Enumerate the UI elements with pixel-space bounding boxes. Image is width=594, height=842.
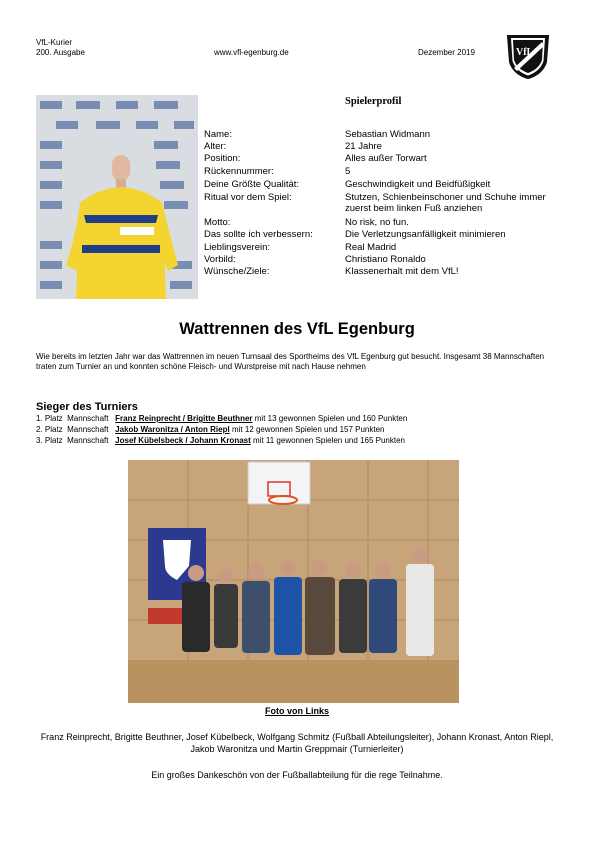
profile-label-position: Position: <box>204 153 241 164</box>
article-intro: Wie bereits im letzten Jahr war das Wattrennen im neuen Turnsaal des Sportheims des VfL Egenburg gut besucht. Insgesamt 38 Mannschaften traten zum Turnier an und konnten schöne Fleisch- und Wurstpreise mit nach Hause nehmen <box>36 352 545 371</box>
newspaper-name: VfL-Kurier <box>36 38 73 47</box>
issue-date: Dezember 2019 <box>418 48 475 57</box>
winners-heading: Sieger des Turniers <box>36 401 138 413</box>
profile-label-improve: Das sollte ich verbessern: <box>204 229 313 240</box>
winner-label: Mannschaft <box>67 425 109 434</box>
profile-label-motto: Motto: <box>204 217 231 228</box>
winner-place: 3. Platz <box>36 436 63 445</box>
profile-value-motto: No risk, no fun. <box>345 217 409 228</box>
profile-label-name: Name: <box>204 129 232 140</box>
winner-place: 2. Platz <box>36 425 63 434</box>
club-logo <box>502 28 554 80</box>
winner-team: Jakob Waronitza / Anton Riepl <box>115 425 230 434</box>
winner-result: mit 12 gewonnen Spielen und 157 Punkten <box>231 425 385 434</box>
profile-label-idol: Vorbild: <box>204 254 236 265</box>
profile-value-name: Sebastian Widmann <box>345 129 431 140</box>
profile-label-ritual: Ritual vor dem Spiel: <box>204 192 292 203</box>
profile-value-position: Alles außer Torwart <box>345 153 427 164</box>
profile-label-goals: Wünsche/Ziele: <box>204 266 270 277</box>
winner-team: Josef Kübelsbeck / Johann Kronast <box>115 436 251 445</box>
profile-value-age: 21 Jahre <box>345 141 382 152</box>
photo-names: Franz Reinprecht, Brigitte Beuthner, Josef Kübelbeck, Wolfgang Schmitz (Fußball Abteilungsleiter), Johann Kronast, Anton Riepl, Jakob Waronitza und Martin Greppmair (Turnierleiter) <box>40 732 554 754</box>
article-title: Wattrennen des VfL Egenburg <box>179 320 415 338</box>
winner-result: mit 11 gewonnen Spielen und 165 Punkten <box>253 436 405 445</box>
winner-row-1 <box>36 414 407 424</box>
winner-team: Franz Reinprecht / Brigitte Beuthner <box>115 414 253 423</box>
thanks-note: Ein großes Dankeschön von der Fußballabteilung für die rege Teilnahme. <box>151 770 443 780</box>
profile-title: Spielerprofil <box>345 96 402 107</box>
profile-value-ritual: Stutzen, Schienbeinschoner und Schuhe immer zuerst beim linken Fuß anziehen <box>345 192 546 214</box>
website-link[interactable]: www.vfl-egenburg.de <box>214 48 289 57</box>
profile-label-number: Rückennummer: <box>204 166 274 177</box>
profile-value-club: Real Madrid <box>345 242 397 253</box>
winner-label: Mannschaft <box>67 414 109 423</box>
svg-text:VfL: VfL <box>516 47 534 58</box>
profile-value-number: 5 <box>345 166 351 177</box>
profile-label-age: Alter: <box>204 141 227 152</box>
profile-label-quality: Deine Größte Qualität: <box>204 179 300 190</box>
group-photo <box>128 460 459 703</box>
profile-value-idol: Christiano Ronaldo <box>345 254 426 265</box>
issue-number: 200. Ausgabe <box>36 48 85 57</box>
profile-value-quality: Geschwindigkeit und Beidfüßigkeit <box>345 179 491 190</box>
profile-label-club: Lieblingsverein: <box>204 242 271 253</box>
profile-value-improve: Die Verletzungsanfälligkeit minimieren <box>345 229 506 240</box>
winner-row-3 <box>36 436 405 446</box>
winner-result: mit 13 gewonnen Spielen und 160 Punkten <box>254 414 408 423</box>
player-photo <box>36 95 198 299</box>
winner-place: 1. Platz <box>36 414 63 423</box>
profile-value-goals: Klassenerhalt mit dem VfL! <box>345 266 459 277</box>
winner-row-2 <box>36 425 385 435</box>
photo-caption: Foto von Links <box>265 706 329 716</box>
winner-label: Mannschaft <box>67 436 109 445</box>
